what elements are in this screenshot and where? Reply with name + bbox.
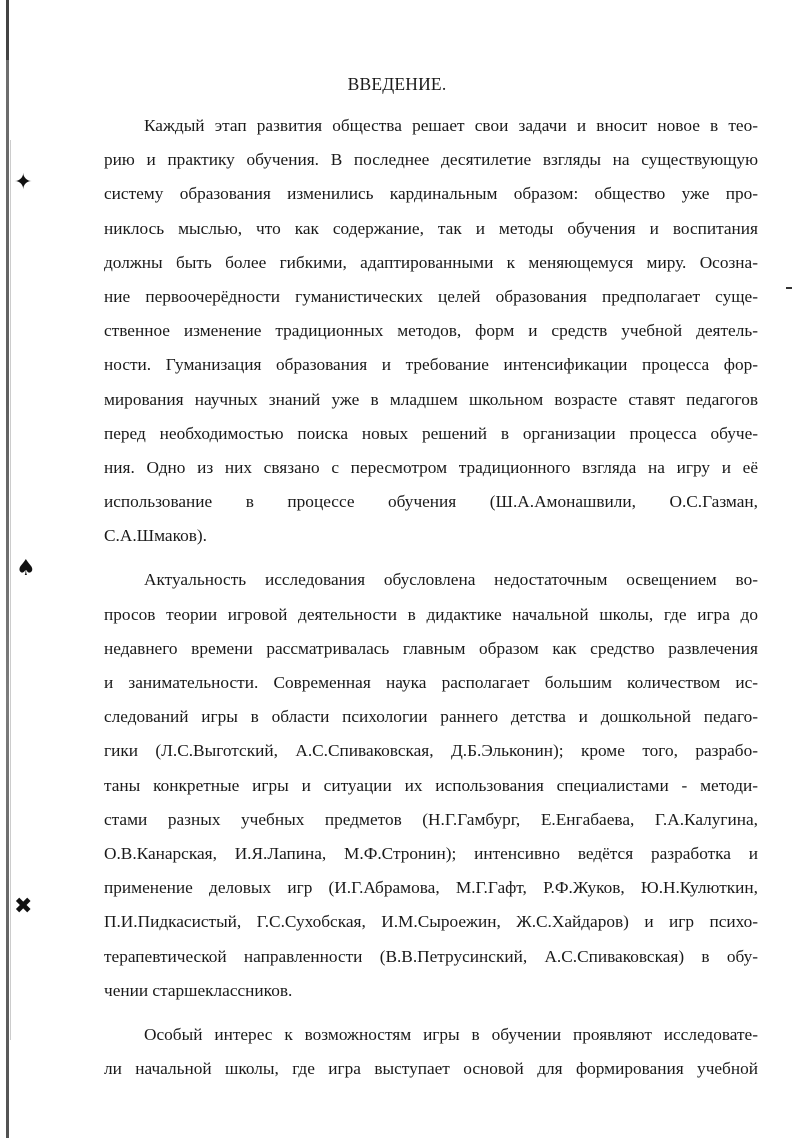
- text-line: должны быть более гибкими, адаптированными к меняющемуся миру. Осозна-: [104, 252, 758, 272]
- scan-mark-icon: ✖: [14, 894, 33, 919]
- text-line: Актуальность исследования обусловлена недостаточным освещением во-: [144, 570, 758, 590]
- text-line: просов теории игровой деятельности в дидактике начальной школы, где игра до: [104, 604, 758, 624]
- scan-tick: [786, 287, 792, 289]
- text-line: недавнего времени рассматривалась главным образом как средство развлечения: [104, 638, 758, 658]
- scan-mark-icon: ♠: [16, 556, 36, 581]
- text-line: терапевтической направленности (В.В.Петрусинский, А.С.Спиваковская) в обу-: [104, 946, 758, 966]
- text-line: использование в процессе обучения (Ш.А.Амонашвили, О.С.Газман,: [104, 492, 758, 512]
- paragraph-gap: [104, 553, 758, 563]
- body-text: [104, 109, 758, 1086]
- text-line: О.В.Канарская, И.Я.Лапина, М.Ф.Стронин); интенсивно ведётся разработка и: [104, 843, 758, 863]
- text-line: ственное изменение традиционных методов, форм и средств учебной деятель-: [104, 321, 758, 341]
- text-line: стами разных учебных предметов (Н.Г.Гамбург, Е.Енгабаева, Г.А.Калугина,: [104, 809, 758, 829]
- page-title: ВВЕДЕНИЕ.: [347, 74, 447, 94]
- text-line: следований игры в области психологии раннего детства и дошкольной педаго-: [104, 707, 758, 727]
- text-line: П.И.Пидкасистый, Г.С.Сухобская, И.М.Сыроежин, Ж.С.Хайдаров) и игр психо-: [104, 912, 758, 932]
- text-line: мирования научных знаний уже в младшем школьном возрасте ставят педагогов: [104, 389, 758, 409]
- text-line: ли начальной школы, где игра выступает основой для формирования учебной: [104, 1059, 758, 1079]
- text-line: ности. Гуманизация образования и требование интенсификации процесса фор-: [104, 355, 758, 375]
- text-line: и занимательности. Современная наука располагает большим количеством ис-: [104, 673, 758, 692]
- text-line: систему образования изменились кардинальным образом: общество уже про-: [104, 184, 758, 204]
- text-line: таны конкретные игры и ситуации их использования специалистами - методи-: [104, 775, 758, 795]
- text-line: никлось мыслью, что как содержание, так и методы обучения и воспитания: [104, 218, 758, 238]
- text-line: гики (Л.С.Выготский, А.С.Спиваковская, Д.Б.Эльконин); кроме того, разрабо-: [104, 741, 758, 761]
- text-line: перед необходимостью поиска новых решений в организации процесса обуче-: [104, 423, 758, 443]
- paragraph-gap: [104, 1008, 758, 1018]
- text-line: ния. Одно из них связано с пересмотром традиционного взгляда на игру и её: [104, 457, 758, 477]
- text-line: С.А.Шмаков).: [104, 526, 207, 546]
- text-line: ние первоочерёдности гуманистических целей образования предполагает суще-: [104, 286, 758, 306]
- text-line: Особый интерес к возможностям игры в обучении проявляют исследовате-: [144, 1024, 758, 1044]
- text-line: применение деловых игр (И.Г.Абрамова, М.Г.Гафт, Р.Ф.Жуков, Ю.Н.Кулюткин,: [104, 878, 758, 898]
- scan-mark-icon: ✦: [14, 170, 33, 195]
- scan-edge: [6, 0, 9, 1138]
- text-line: рию и практику обучения. В последнее десятилетие взгляды на существующую: [104, 150, 758, 170]
- scan-edge-shadow: [10, 140, 11, 1040]
- text-line: Каждый этап развития общества решает свои задачи и вносит новое в тео-: [144, 116, 758, 135]
- text-line: чении старшеклассников.: [104, 980, 293, 1000]
